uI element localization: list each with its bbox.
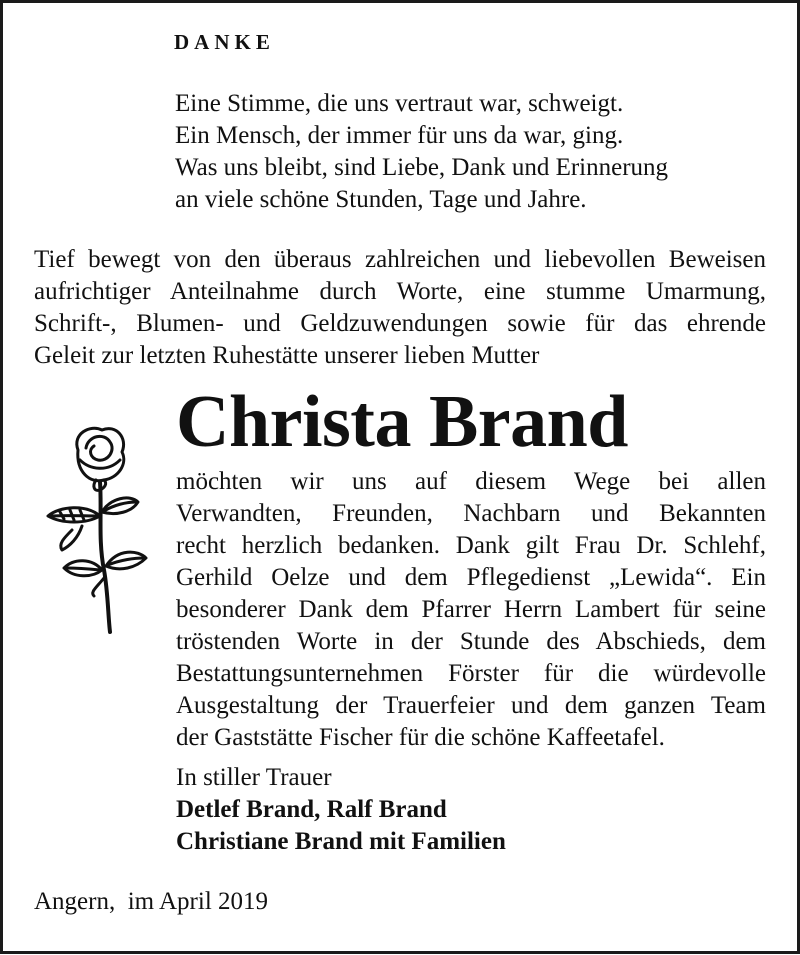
intro-line: Schrift-, Blumen- und Geldzuwendungen sowie für das ehrende [34,310,766,337]
poem-line: Was uns bleibt, sind Liebe, Dank und Erinnerung [175,154,669,181]
intro-paragraph [34,244,766,372]
thanks-line: der Gaststätte Fischer für die schöne Kaffeetafel. [176,724,665,751]
rose-icon [38,420,156,636]
thanks-line: Ausgestaltung der Trauerfeier und dem ganzen Team [176,692,766,719]
thanks-line: Gerhild Oelze und dem Pflegedienst „Lewida“. Ein [176,564,766,591]
signer-line: Christiane Brand mit Familien [176,828,506,855]
thanks-line: Bestattungsunternehmen Förster für die würdevolle [176,660,766,687]
poem-line: Ein Mensch, der immer für uns da war, ging. [175,122,624,149]
thanks-line: recht herzlich bedanken. Dank gilt Frau Dr. Schlehf, [176,532,766,559]
signature-block [176,762,506,858]
signer-line: Detlef Brand, Ralf Brand [176,796,447,823]
intro-line: Geleit zur letzten Ruhestätte unserer lieben Mutter [34,342,540,369]
intro-line: Tief bewegt von den überaus zahlreichen und liebevollen Beweisen [34,246,766,273]
thanks-paragraph [176,466,766,754]
thanks-line: besonderer Dank dem Pfarrer Herrn Lambert für seine [176,596,766,623]
thanks-line: Verwandten, Freunden, Nachbarn und Bekannten [176,500,766,527]
deceased-name: Christa Brand [176,381,628,463]
poem [175,88,668,216]
place-date: Angern, im April 2019 [34,888,269,915]
thanks-line: tröstenden Worte in der Stunde des Abschieds, dem [176,628,766,655]
poem-line: an viele schöne Stunden, Tage und Jahre. [175,186,587,213]
notice-heading: DANKE [174,30,275,54]
thanks-line: möchten wir uns auf diesem Wege bei allen [176,468,766,495]
mourning-phrase: In stiller Trauer [176,764,332,791]
poem-line: Eine Stimme, die uns vertraut war, schweigt. [175,90,624,117]
intro-line: aufrichtiger Anteilnahme durch Worte, eine stumme Umarmung, [34,278,766,305]
